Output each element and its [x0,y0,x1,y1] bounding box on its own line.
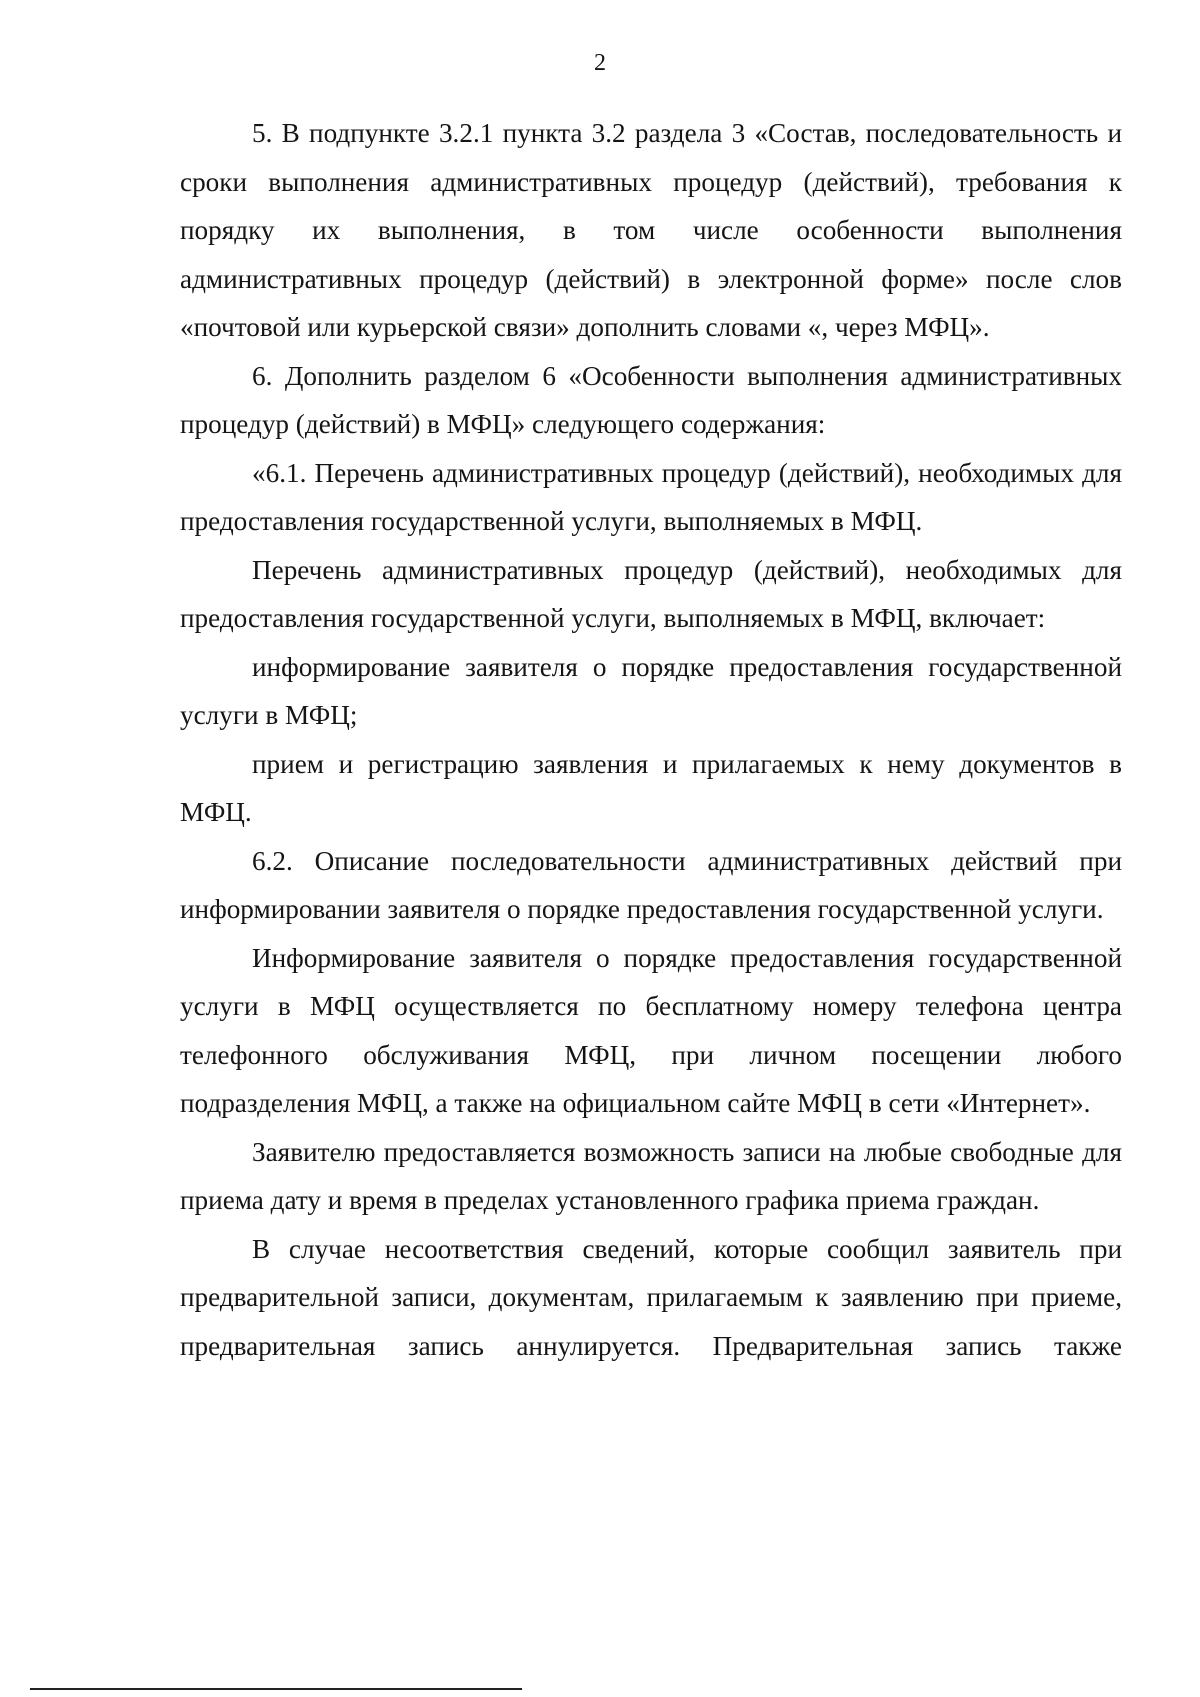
paragraph: «6.1. Перечень административных процедур (действий), необходимых для предоставления государственной услуги, выполняемых в МФЦ. [180,457,1122,536]
bottom-divider-line [30,1688,522,1690]
paragraph: 6.2. Описание последовательности административных действий при информировании заявителя о порядке предоставления государственной услуги. [180,845,1122,924]
document-body [180,109,1122,1370]
paragraph: Перечень административных процедур (действий), необходимых для предоставления государственной услуги, выполняемых в МФЦ, включает: [180,554,1122,633]
paragraph: В случае несоответствия сведений, которые сообщил заявитель при предварительной записи, документам, прилагаемым к заявлению при приеме, предварительная запись аннулируется. Предварительная запись также [180,1233,1122,1361]
paragraph: 5. В подпункте 3.2.1 пункта 3.2 раздела 3 «Состав, последовательность и сроки выполнения административных процедур (действий), требования к порядку их выполнения, в том числе особенности выполнения административных процедур (действий) в электронной форме» после слов «почтовой или курьерской связи» дополнить словами «, через МФЦ». [180,118,1122,342]
paragraph: 6. Дополнить разделом 6 «Особенности выполнения административных процедур (действий) в МФЦ» следующего содержания: [180,360,1122,439]
paragraph: информирование заявителя о порядке предоставления государственной услуги в МФЦ; [180,651,1122,730]
paragraph: Заявителю предоставляется возможность записи на любые свободные для приема дату и время в пределах установленного графика приема граждан. [180,1136,1122,1215]
page-number: 2 [594,50,606,76]
paragraph: прием и регистрацию заявления и прилагаемых к нему документов в МФЦ. [180,748,1122,827]
paragraph: Информирование заявителя о порядке предоставления государственной услуги в МФЦ осуществляется по бесплатному номеру телефона центра телефонного обслуживания МФЦ, при личном посещении любого подразделения МФЦ, а также на официальном сайте МФЦ в сети «Интернет». [180,942,1122,1118]
